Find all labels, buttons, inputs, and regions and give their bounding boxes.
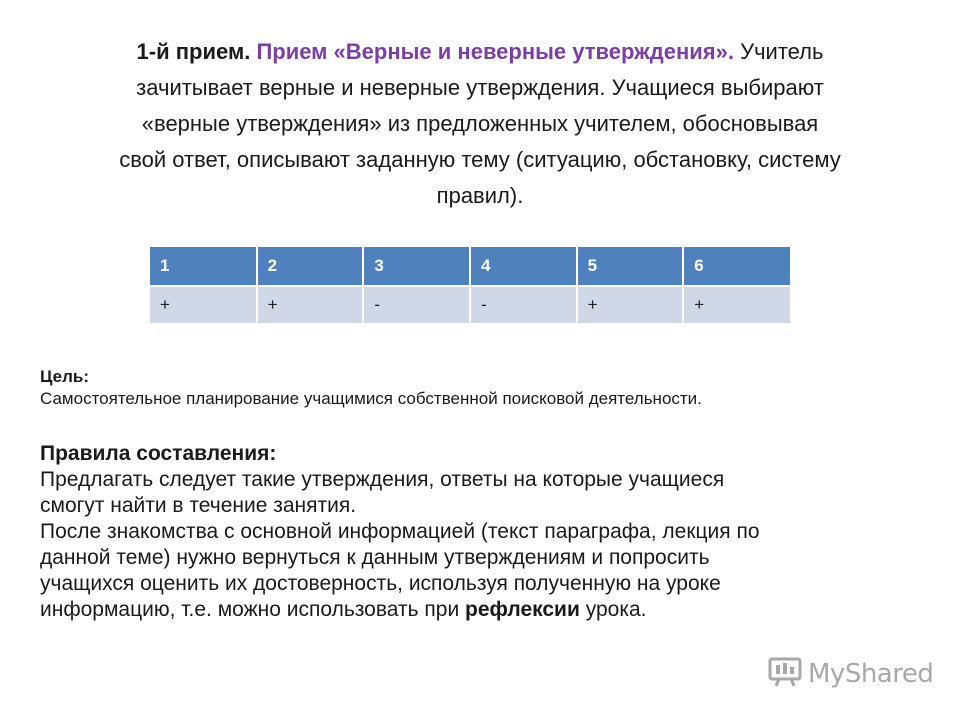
rules-text: смогут найти в течение занятия. (40, 494, 357, 517)
rules-text: Предлагать следует такие утверждения, ответы на которые учащиеся (40, 468, 725, 491)
rules-text: данной теме) нужно вернуться к данным утверждениям и попросить (40, 546, 710, 569)
table-header-cell: 4 (470, 247, 577, 286)
intro-text: свой ответ, описывают заданную тему (ситуацию, обстановку, систему (119, 147, 841, 172)
rules-text: учащихся оценить их достоверность, используя полученную на уроке (40, 572, 721, 595)
goal-text: Самостоятельное планирование учащимися собственной поисковой деятельности. (40, 389, 702, 408)
intro-lead: 1-й прием. (136, 39, 251, 64)
rules-section (40, 441, 920, 623)
table-header-cell: 2 (257, 247, 364, 286)
watermark (768, 656, 933, 692)
table-header-cell: 3 (363, 247, 470, 286)
goal-section (40, 366, 920, 410)
answers-table (150, 247, 790, 323)
table-cell: + (257, 286, 364, 323)
table-header-row (150, 247, 790, 286)
rules-text: После знакомства с основной информацией (текст параграфа, лекция по (40, 520, 760, 543)
table-row (150, 286, 790, 323)
intro-text: правил). (436, 183, 524, 208)
rules-label: Правила составления: (40, 442, 277, 465)
watermark-text: MyShared (808, 659, 934, 689)
rules-text: урока. (585, 598, 647, 621)
goal-label: Цель: (40, 367, 89, 386)
intro-paragraph (40, 34, 920, 214)
table-header-cell: 6 (683, 247, 790, 286)
presentation-board-icon (768, 656, 802, 693)
table-cell: - (470, 286, 577, 323)
intro-text: «верные утверждения» из предложенных учителем, обосновывая (141, 111, 819, 136)
table-header-cell: 1 (150, 247, 257, 286)
table-cell: + (577, 286, 684, 323)
intro-title: Прием «Верные и неверные утверждения». (256, 39, 734, 64)
intro-text: Учитель (740, 39, 824, 64)
table-header-cell: 5 (577, 247, 684, 286)
table-cell: + (150, 286, 257, 323)
rules-paragraph (40, 467, 920, 519)
rules-emphasis: рефлексии (465, 598, 580, 621)
intro-text: зачитывает верные и неверные утверждения. Учащиеся выбирают (136, 75, 824, 100)
table-cell: + (683, 286, 790, 323)
table-cell: - (363, 286, 470, 323)
rules-paragraph (40, 519, 920, 623)
rules-text: информацию, т.е. можно использовать при (40, 598, 460, 621)
